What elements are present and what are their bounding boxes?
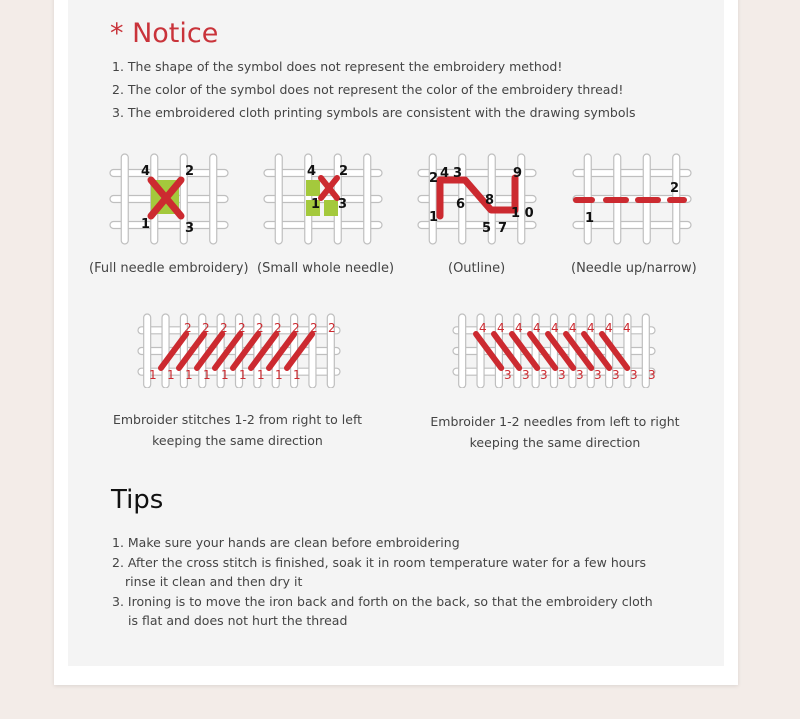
tip-item-continued: is flat and does not hurt the thread bbox=[128, 613, 348, 628]
needle-up-caption: (Needle up/narrow) bbox=[571, 261, 697, 276]
right-to-left-caption bbox=[100, 409, 375, 451]
stitch-label: 2 bbox=[238, 321, 246, 335]
stitch-label: 1 bbox=[429, 210, 439, 225]
stitch-label: 3 bbox=[504, 368, 512, 382]
stitch-label: 4 bbox=[497, 321, 505, 335]
fabric-thread-vertical bbox=[121, 154, 128, 244]
fabric-thread-vertical bbox=[364, 154, 371, 244]
stitch-label: 2 bbox=[202, 321, 210, 335]
stitch-label: 4 bbox=[533, 321, 541, 335]
stitch-label: 4 bbox=[440, 166, 450, 181]
stitch-label: 4 bbox=[307, 164, 317, 179]
fabric-thread-vertical bbox=[429, 154, 439, 244]
stitch-label: 1 bbox=[257, 368, 265, 382]
stitch-label: 5 bbox=[482, 221, 492, 236]
stitch-label: 1 bbox=[311, 197, 321, 212]
stitch-label: 9 bbox=[513, 166, 523, 181]
fabric-thread-vertical bbox=[275, 154, 282, 244]
stitch-label: 4 bbox=[587, 321, 595, 335]
stitch-label: 3 bbox=[630, 368, 638, 382]
stitch-label: 3 bbox=[185, 221, 195, 236]
stitch-label: 1 bbox=[221, 368, 229, 382]
stitch-label: 8 bbox=[485, 193, 495, 208]
stitch-label: 3 bbox=[453, 166, 463, 181]
tips-title: Tips bbox=[111, 485, 164, 515]
stitch-label: 2 bbox=[292, 321, 300, 335]
stitch-label: 1 bbox=[293, 368, 301, 382]
stitch-label: 1 bbox=[203, 368, 211, 382]
caption-line: Embroider 1-2 needles from left to right bbox=[430, 414, 680, 429]
stitch-label: 3 bbox=[558, 368, 566, 382]
stitch-label: 4 bbox=[623, 321, 631, 335]
stitch-label: 2 bbox=[220, 321, 228, 335]
stitch-label: 2 bbox=[670, 181, 680, 196]
stitch-label: 4 bbox=[605, 321, 613, 335]
stitch-label: 2 bbox=[184, 321, 192, 335]
stitch-label: 2 bbox=[429, 171, 439, 186]
notice-list bbox=[112, 55, 636, 124]
stitch-label: 1 bbox=[275, 368, 283, 382]
stitch-label: 2 bbox=[310, 321, 318, 335]
stitch-label: 3 bbox=[576, 368, 584, 382]
stitch-label: 3 bbox=[540, 368, 548, 382]
stitch-label: 3 bbox=[522, 368, 530, 382]
outline-diagram bbox=[413, 150, 543, 245]
tips-list bbox=[112, 533, 653, 631]
tip-item: 2. After the cross stitch is finished, soak it in room temperature water for a few hours bbox=[112, 554, 646, 570]
stitch-label: 4 bbox=[515, 321, 523, 335]
caption-line: keeping the same direction bbox=[152, 433, 323, 448]
stitch-label: 4 bbox=[479, 321, 487, 335]
stitch-label: 2 bbox=[256, 321, 264, 335]
left-to-right-caption bbox=[420, 411, 690, 453]
full-needle-caption: (Full needle embroidery) bbox=[89, 261, 249, 276]
stitch-label: 1 bbox=[185, 368, 193, 382]
fabric-thread-vertical bbox=[459, 314, 466, 388]
notice-item: 3. The embroidered cloth printing symbols are consistent with the drawing symbols bbox=[112, 105, 636, 120]
stitch-label: 1 bbox=[585, 211, 595, 226]
stitch-label: 3 bbox=[612, 368, 620, 382]
stitch-label: 3 bbox=[338, 197, 348, 212]
stitch-label: 2 bbox=[185, 164, 195, 179]
full-needle-diagram bbox=[105, 150, 235, 245]
tip-item: 3. Ironing is to move the iron back and forth on the back, so that the embroidery cloth bbox=[112, 593, 653, 609]
stitch-label: 1 bbox=[149, 368, 157, 382]
notice-title: * Notice bbox=[110, 18, 219, 49]
stitch-label: 2 bbox=[328, 321, 336, 335]
notice-item: 1. The shape of the symbol does not represent the embroidery method! bbox=[112, 59, 563, 74]
tip-item: 1. Make sure your hands are clean before embroidering bbox=[112, 535, 460, 550]
stitch-label: 1 bbox=[141, 217, 151, 232]
stitch-label: 2 bbox=[339, 164, 349, 179]
stitch-label: 1 bbox=[167, 368, 175, 382]
stitch-label: 7 bbox=[498, 221, 508, 236]
stitch-label: 3 bbox=[648, 368, 656, 382]
stitch-label: 4 bbox=[551, 321, 559, 335]
stitch-label: 4 bbox=[141, 164, 151, 179]
caption-line: Embroider stitches 1-2 from right to left bbox=[112, 412, 363, 427]
stitch-label: 4 bbox=[569, 321, 577, 335]
left-to-right-diagram bbox=[450, 312, 660, 388]
tip-item-continued: rinse it clean and then dry it bbox=[125, 574, 303, 589]
small-needle-diagram bbox=[259, 150, 389, 245]
notice-item: 2. The color of the symbol does not represent the color of the embroidery thread! bbox=[112, 82, 624, 97]
stitch-label: 2 bbox=[274, 321, 282, 335]
right-to-left-diagram bbox=[135, 312, 345, 388]
needle-up-diagram bbox=[568, 150, 698, 245]
stitch-label: 1 bbox=[239, 368, 247, 382]
outline-caption: (Outline) bbox=[448, 261, 506, 276]
green-cell bbox=[324, 200, 338, 216]
green-cell bbox=[306, 180, 320, 196]
fabric-thread-vertical bbox=[210, 154, 217, 244]
small-needle-caption: (Small whole needle) bbox=[257, 261, 395, 276]
caption-line: keeping the same direction bbox=[469, 435, 641, 450]
stitch-label: 6 bbox=[456, 197, 466, 212]
stitch-label: 3 bbox=[594, 368, 602, 382]
stitch-label: 1 0 bbox=[511, 206, 534, 221]
